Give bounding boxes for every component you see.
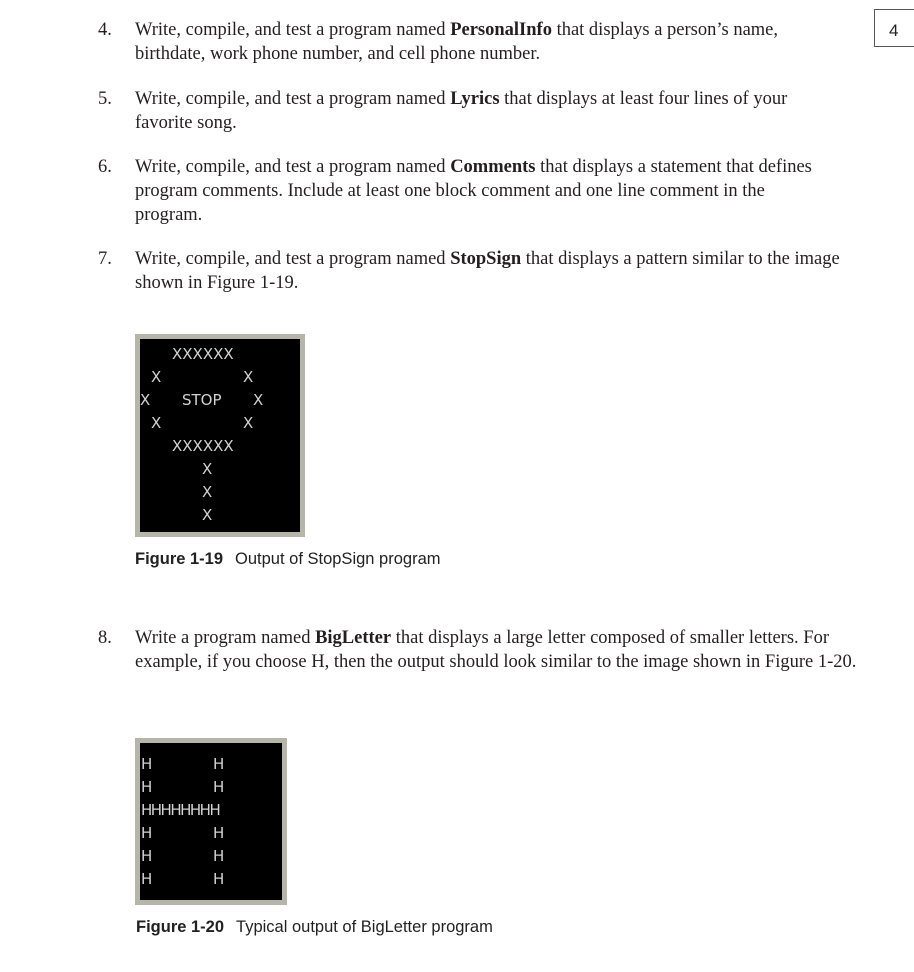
exercise-number: 5. <box>98 89 112 109</box>
console-line: X <box>151 368 162 386</box>
figure-label: Figure 1-20 <box>136 918 225 936</box>
exercise-text: that displays a large letter composed of smaller letters. For example, if you choose H, then the output should look similar to the image shown in Figure 1-20. <box>135 628 857 672</box>
console-line: HHHHHHHH <box>141 801 220 819</box>
console-line: H <box>213 778 225 796</box>
console-line: X <box>202 460 213 478</box>
figure-caption-text: Output of StopSign program <box>235 550 441 568</box>
exercise-7 <box>98 247 848 295</box>
console-line: H <box>141 755 153 773</box>
console-line: X <box>243 414 254 432</box>
figure-1-19-caption <box>135 550 440 569</box>
program-name: Comments <box>450 157 536 177</box>
page-number-tab: 4 <box>874 9 914 47</box>
exercise-text: that displays at least four lines of your favorite song. <box>135 89 788 133</box>
exercise-text: Write, compile, and test a program named <box>135 89 451 109</box>
bigletter-console-output <box>135 738 287 905</box>
exercise-number: 8. <box>98 628 112 648</box>
console-line: H <box>213 755 225 773</box>
exercise-text: Write, compile, and test a program named <box>135 20 451 40</box>
console-line: H <box>213 824 225 842</box>
console-line: H <box>141 870 153 888</box>
exercise-number: 7. <box>98 249 112 269</box>
exercise-number: 6. <box>98 157 112 177</box>
console-line: H <box>141 778 153 796</box>
console-line: H <box>141 824 153 842</box>
stopsign-console-output <box>135 334 305 537</box>
exercise-8 <box>98 626 858 674</box>
program-name: PersonalInfo <box>450 20 552 40</box>
console-line: H <box>213 870 225 888</box>
exercise-text: that displays a statement that defines program comments. Include at least one block comment and one line comment in the program. <box>135 157 812 225</box>
figure-caption-text: Typical output of BigLetter program <box>236 918 493 936</box>
console-line: X <box>202 483 213 501</box>
exercise-number: 4. <box>98 20 112 40</box>
exercise-text: that displays a person’s name, birthdate, work phone number, and cell phone number. <box>135 20 779 64</box>
exercise-text: Write, compile, and test a program named <box>135 249 451 269</box>
console-line: X <box>243 368 254 386</box>
exercise-4 <box>98 18 848 66</box>
console-line: STOP <box>182 391 222 409</box>
console-line: H <box>141 847 153 865</box>
program-name: Lyrics <box>450 89 500 109</box>
console-line: X <box>140 391 151 409</box>
exercise-text: Write a program named <box>135 628 316 648</box>
program-name: StopSign <box>450 249 522 269</box>
exercise-text: that displays a pattern similar to the image shown in Figure 1-19. <box>135 249 840 293</box>
figure-label: Figure 1-19 <box>135 550 224 568</box>
console-line: X <box>151 414 162 432</box>
exercise-6 <box>98 155 828 227</box>
exercise-text: Write, compile, and test a program named <box>135 157 451 177</box>
console-line: XXXXXX <box>172 437 234 455</box>
console-line: X <box>202 506 213 524</box>
console-line: X <box>253 391 264 409</box>
program-name: BigLetter <box>315 628 392 648</box>
console-line: H <box>213 847 225 865</box>
console-line: XXXXXX <box>172 345 234 363</box>
exercise-5 <box>98 87 848 135</box>
figure-1-20-caption <box>136 918 493 937</box>
